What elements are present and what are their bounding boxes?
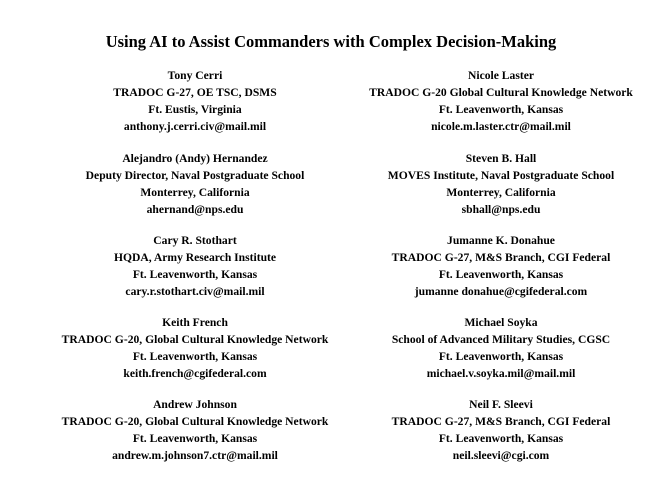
author-name: Nicole Laster	[468, 69, 534, 82]
author-block-cerri	[30, 67, 360, 135]
author-affiliation: MOVES Institute, Naval Postgraduate School	[387, 169, 615, 182]
author-block-hernandez	[30, 150, 360, 218]
author-location: Monterrey, California	[446, 186, 556, 199]
author-email: ahernand@nps.edu	[146, 203, 244, 216]
author-block-laster	[340, 67, 662, 135]
author-affiliation: TRADOC G-27, OE TSC, DSMS	[113, 86, 277, 99]
author-block-soyka	[340, 314, 662, 382]
author-block-hall	[340, 150, 662, 218]
author-email: keith.french@cgifederal.com	[123, 367, 267, 380]
author-block-donahue	[340, 232, 662, 300]
paper-title: Using AI to Assist Commanders with Complex Decision-Making	[105, 32, 557, 51]
author-location: Ft. Leavenworth, Kansas	[132, 268, 258, 281]
author-email: neil.sleevi@cgi.com	[452, 449, 550, 462]
author-email: michael.v.soyka.mil@mail.mil	[426, 367, 576, 380]
author-location: Ft. Leavenworth, Kansas	[438, 432, 564, 445]
author-email: jumanne donahue@cgifederal.com	[414, 285, 588, 298]
author-affiliation: TRADOC G-20, Global Cultural Knowledge Network	[61, 333, 329, 346]
author-block-french	[30, 314, 360, 382]
author-location: Ft. Leavenworth, Kansas	[132, 432, 258, 445]
author-email: nicole.m.laster.ctr@mail.mil	[431, 120, 571, 133]
author-email: sbhall@nps.edu	[461, 203, 541, 216]
author-block-johnson	[30, 396, 360, 464]
author-location: Monterrey, California	[140, 186, 250, 199]
author-email: andrew.m.johnson7.ctr@mail.mil	[112, 449, 278, 462]
author-name: Neil F. Sleevi	[469, 398, 533, 411]
author-location: Ft. Leavenworth, Kansas	[438, 350, 564, 363]
author-name: Tony Cerri	[167, 69, 223, 82]
author-name: Michael Soyka	[464, 316, 538, 329]
author-location: Ft. Leavenworth, Kansas	[438, 268, 564, 281]
author-name: Andrew Johnson	[153, 398, 237, 411]
author-block-stothart	[30, 232, 360, 300]
author-name: Jumanne K. Donahue	[447, 234, 555, 247]
author-affiliation: TRADOC G-20 Global Cultural Knowledge Network	[369, 86, 633, 99]
author-location: Ft. Leavenworth, Kansas	[132, 350, 258, 363]
author-location: Ft. Leavenworth, Kansas	[438, 103, 564, 116]
author-affiliation: TRADOC G-20, Global Cultural Knowledge Network	[61, 415, 329, 428]
author-name: Keith French	[162, 316, 228, 329]
author-affiliation: Deputy Director, Naval Postgraduate School	[85, 169, 305, 182]
author-email: cary.r.stothart.civ@mail.mil	[125, 285, 265, 298]
author-name: Alejandro (Andy) Hernandez	[122, 152, 268, 165]
author-email: anthony.j.cerri.civ@mail.mil	[123, 120, 267, 133]
author-affiliation: HQDA, Army Research Institute	[113, 251, 277, 264]
author-block-sleevi	[340, 396, 662, 464]
author-location: Ft. Eustis, Virginia	[148, 103, 242, 116]
author-name: Steven B. Hall	[465, 152, 537, 165]
author-name: Cary R. Stothart	[153, 234, 237, 247]
author-affiliation: TRADOC G-27, M&S Branch, CGI Federal	[391, 415, 611, 428]
author-affiliation: TRADOC G-27, M&S Branch, CGI Federal	[391, 251, 611, 264]
author-affiliation: School of Advanced Military Studies, CGSC	[391, 333, 611, 346]
